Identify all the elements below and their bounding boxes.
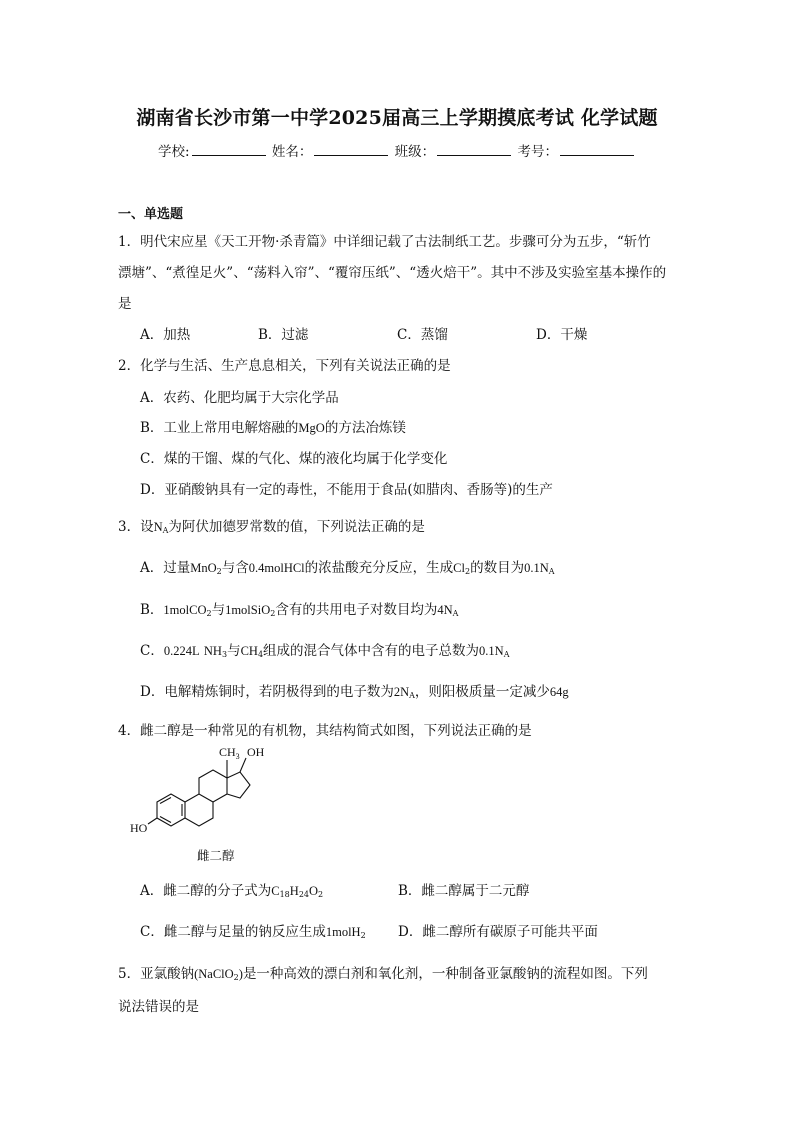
q4-option-b: B．雌二醇属于二元醇 bbox=[398, 883, 530, 899]
q3-option-b: B．1molCO$_2$与1molSiO$_2$含有的共用电子对数目均为$4N_A$ bbox=[140, 602, 459, 618]
q3-option-d: D．电解精炼铜时，若阴极得到的电子数为$2N_A$，则阳极质量一定减少64g bbox=[140, 684, 569, 700]
class-blank[interactable] bbox=[437, 143, 511, 156]
estradiol-structure bbox=[126, 740, 296, 840]
q5-line1: 5．亚氯酸钠(NaClO$_2$)是一种高效的漂白剂和氧化剂，一种制备亚氯酸钠的流程如图。下列 bbox=[118, 966, 648, 982]
section-heading: 一、单选题 bbox=[118, 207, 184, 222]
q1-option-b: B．过滤 bbox=[258, 327, 309, 343]
student-info-row bbox=[0, 140, 794, 160]
ch3-label: $CH_3$ bbox=[219, 745, 240, 761]
q1-line1: 1．明代宋应星《天工开物·杀青篇》中详细记载了古法制纸工艺。步骤可分为五步，“斩竹 bbox=[118, 234, 651, 250]
ho-label: HO bbox=[130, 821, 148, 835]
exam-no-label: 考号： bbox=[517, 144, 558, 160]
q2-option-d: D．亚硝酸钠具有一定的毒性，不能用于食品(如腊肉、香肠等)的生产 bbox=[140, 482, 553, 498]
school-blank[interactable] bbox=[192, 143, 266, 156]
q2-option-c: C．煤的干馏、煤的气化、煤的液化均属于化学变化 bbox=[140, 451, 448, 467]
q1-line2: 漂塘”、“煮徨足火”、“荡料入帘”、“覆帘压纸”、“透火焙干”。其中不涉及实验室基本操作的 bbox=[118, 265, 667, 281]
q4-option-d: D．雌二醇所有碳原子可能共平面 bbox=[398, 924, 598, 940]
structure-caption: 雌二醇 bbox=[197, 848, 235, 863]
name-blank[interactable] bbox=[314, 143, 388, 156]
q4-option-a: A．雌二醇的分子式为$C_{18}H_{24}O_2$ bbox=[140, 883, 324, 899]
q1-option-d: D．干燥 bbox=[536, 327, 588, 343]
q3-option-c: C．0.224L $NH_3$与$CH_4$组成的混合气体中含有的电子总数为$0.1N_A$ bbox=[140, 643, 510, 659]
q2-option-a: A．农药、化肥均属于大宗化学品 bbox=[140, 390, 339, 406]
q4-stem: 4．雌二醇是一种常见的有机物，其结构简式如图，下列说法正确的是 bbox=[118, 723, 532, 739]
class-label: 班级： bbox=[394, 144, 436, 160]
exam-no-blank[interactable] bbox=[560, 143, 634, 156]
q3-stem: 3．设$N_A$为阿伏加德罗常数的值，下列说法正确的是 bbox=[118, 519, 425, 535]
q2-option-b: B．工业上常用电解熔融的MgO的方法冶炼镁 bbox=[140, 420, 406, 436]
school-label: 学校: bbox=[158, 144, 190, 160]
q1-option-a: A．加热 bbox=[140, 327, 191, 343]
name-label: 姓名： bbox=[271, 144, 313, 160]
oh-label: OH bbox=[247, 745, 265, 759]
q1-option-c: C．蒸馏 bbox=[397, 327, 448, 343]
q4-option-c: C．雌二醇与足量的钠反应生成1molH$_2$ bbox=[140, 924, 366, 940]
q2-stem: 2．化学与生活、生产息息相关，下列有关说法正确的是 bbox=[118, 358, 451, 374]
q1-line3: 是 bbox=[118, 296, 132, 312]
formula-mgo: MgO bbox=[298, 421, 325, 435]
page-title: 湖南省长沙市第一中学2025届高三上学期摸底考试 化学试题 bbox=[136, 107, 658, 129]
q5-line2: 说法错误的是 bbox=[118, 999, 199, 1015]
q3-option-a: A．过量MnO$_2$与含0.4molHCl的浓盐酸充分反应，生成$Cl_2$的数目为$0.1N_A$ bbox=[140, 560, 555, 576]
